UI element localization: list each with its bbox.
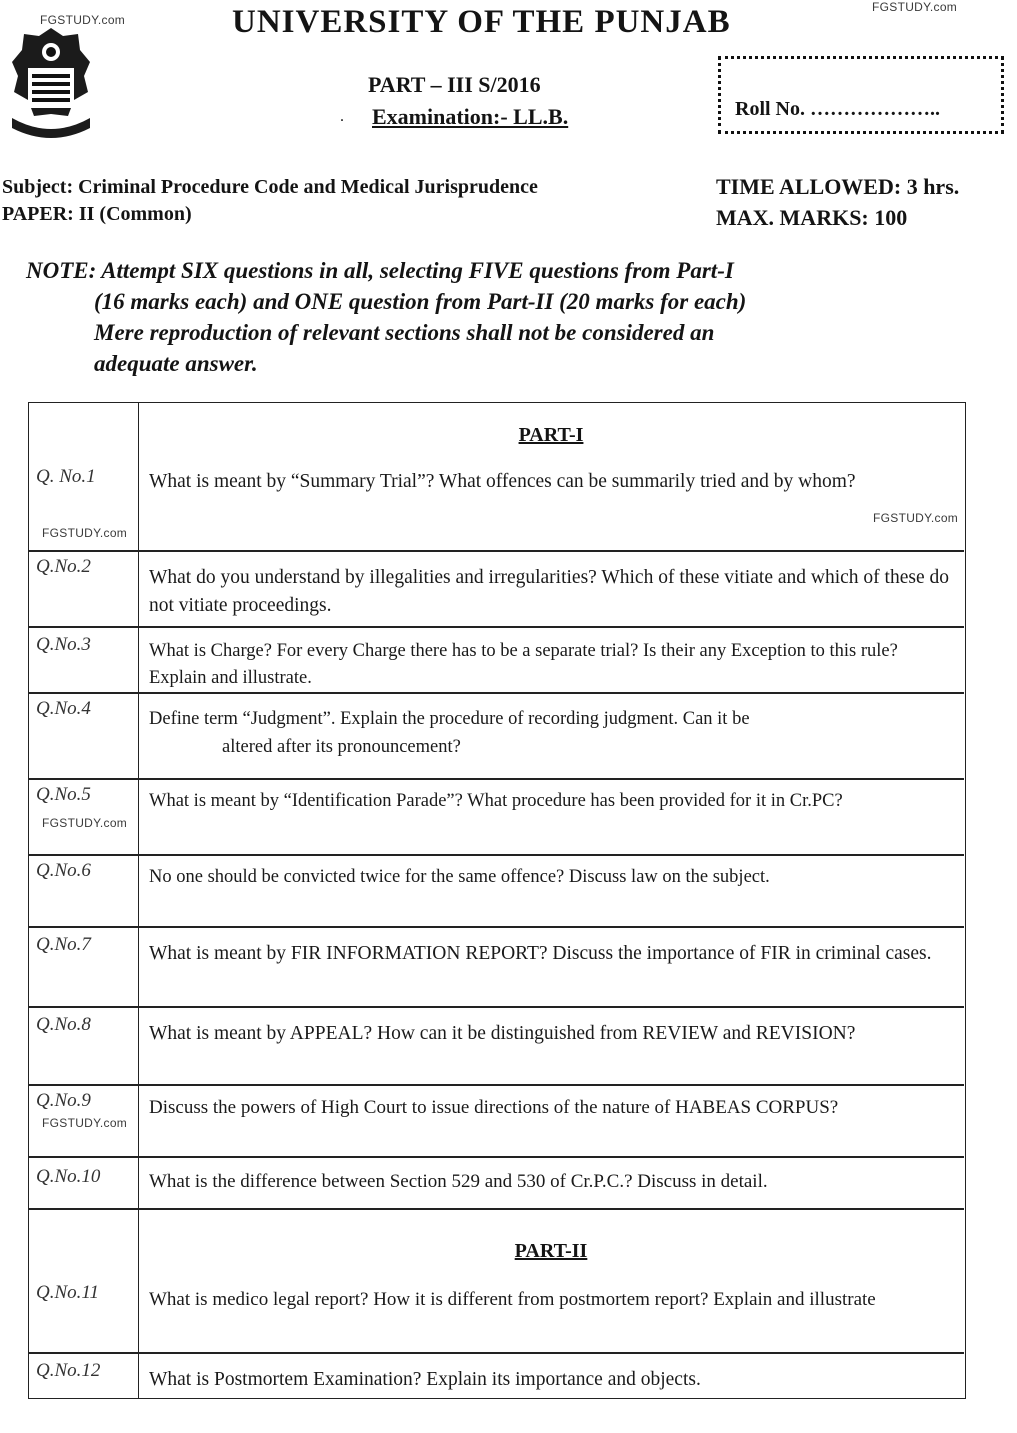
question-number: Q.No.11 — [36, 1282, 99, 1303]
note-line: Mere reproduction of relevant sections shall not be considered an — [94, 320, 715, 345]
watermark: FGSTUDY.com — [42, 526, 128, 540]
university-title: UNIVERSITY OF THE PUNJAB — [232, 4, 731, 40]
question-text: What is the difference between Section 529 and 530 of Cr.P.C.? Discuss in detail. — [149, 1171, 768, 1192]
note-heading: NOTE: — [26, 258, 97, 283]
question-text: What is medico legal report? How it is different from postmortem report? Explain and illustrate — [149, 1289, 876, 1310]
row-divider — [28, 1084, 964, 1086]
row-divider — [28, 1156, 964, 1158]
question-text: What do you understand by illegalities and irregularities? Which of these vitiate and which of these do not vitiate proceedings. — [149, 567, 949, 616]
question-number: Q.No.2 — [36, 556, 91, 577]
part-one-heading: PART-I — [518, 424, 584, 446]
row-divider — [28, 692, 964, 694]
time-allowed: TIME ALLOWED: 3 hrs. — [716, 174, 960, 199]
question-text: No one should be convicted twice for the same offence? Discuss law on the subject. — [149, 867, 770, 887]
decorative-dot: . — [340, 108, 344, 125]
university-crest-logo — [8, 22, 94, 138]
question-text: Discuss the powers of High Court to issue directions of the nature of HABEAS CORPUS? — [149, 1097, 839, 1118]
question-number: Q. No.1 — [36, 466, 96, 487]
question-number: Q.No.5 — [36, 784, 91, 805]
watermark: FGSTUDY.com — [873, 511, 959, 525]
note-line: Attempt SIX questions in all, selecting FIVE questions from Part-I — [101, 258, 734, 283]
question-number: Q.No.7 — [36, 934, 91, 955]
roll-number-field: Roll No. ……………….. — [735, 98, 940, 120]
row-divider — [28, 1006, 964, 1008]
question-text: What is Charge? For every Charge there has to be a separate trial? Is their any Exception to this rule? Explain and illustrate. — [149, 641, 898, 688]
question-number: Q.No.12 — [36, 1360, 101, 1381]
question-text: What is meant by “Summary Trial”? What offences can be summarily tried and by whom? — [149, 471, 856, 492]
row-divider — [28, 550, 964, 552]
paper-line: PAPER: II (Common) — [2, 203, 192, 225]
watermark: FGSTUDY.com — [42, 816, 128, 830]
watermark: FGSTUDY.com — [42, 1116, 128, 1130]
row-divider — [28, 778, 964, 780]
examination-label: Examination:- LL.B. — [372, 104, 569, 129]
row-divider — [28, 926, 964, 928]
question-text: Define term “Judgment”. Explain the procedure of recording judgment. Can it be — [149, 709, 750, 729]
question-text: altered after its pronouncement? — [222, 737, 461, 757]
max-marks: MAX. MARKS: 100 — [716, 205, 908, 230]
part-two-heading: PART-II — [514, 1240, 588, 1262]
row-divider — [28, 1352, 964, 1354]
question-text: What is Postmortem Examination? Explain its importance and objects. — [149, 1369, 701, 1390]
note-line: adequate answer. — [94, 351, 258, 376]
question-number: Q.No.6 — [36, 860, 91, 881]
subject-line: Subject: Criminal Procedure Code and Medical Jurisprudence — [2, 176, 538, 198]
question-text: What is meant by APPEAL? How can it be distinguished from REVIEW and REVISION? — [149, 1023, 856, 1044]
row-divider — [28, 626, 964, 628]
question-number: Q.No.4 — [36, 698, 91, 719]
watermark: FGSTUDY.com — [40, 13, 126, 27]
question-number: Q.No.10 — [36, 1166, 101, 1187]
note-line: (16 marks each) and ONE question from Part-II (20 marks for each) — [94, 289, 747, 314]
row-divider — [28, 854, 964, 856]
roll-number-box — [718, 56, 1004, 134]
row-divider — [28, 1208, 964, 1210]
question-number: Q.No.8 — [36, 1014, 91, 1035]
question-text: What is meant by “Identification Parade”? What procedure has been provided for it in Cr.PC? — [149, 791, 843, 811]
question-number: Q.No.9 — [36, 1090, 91, 1111]
watermark: FGSTUDY.com — [872, 0, 958, 14]
question-text: What is meant by FIR INFORMATION REPORT? Discuss the importance of FIR in criminal cases. — [149, 943, 932, 964]
question-number: Q.No.3 — [36, 634, 91, 655]
part-session: PART – III S/2016 — [368, 72, 541, 97]
instructions-note — [26, 255, 966, 379]
